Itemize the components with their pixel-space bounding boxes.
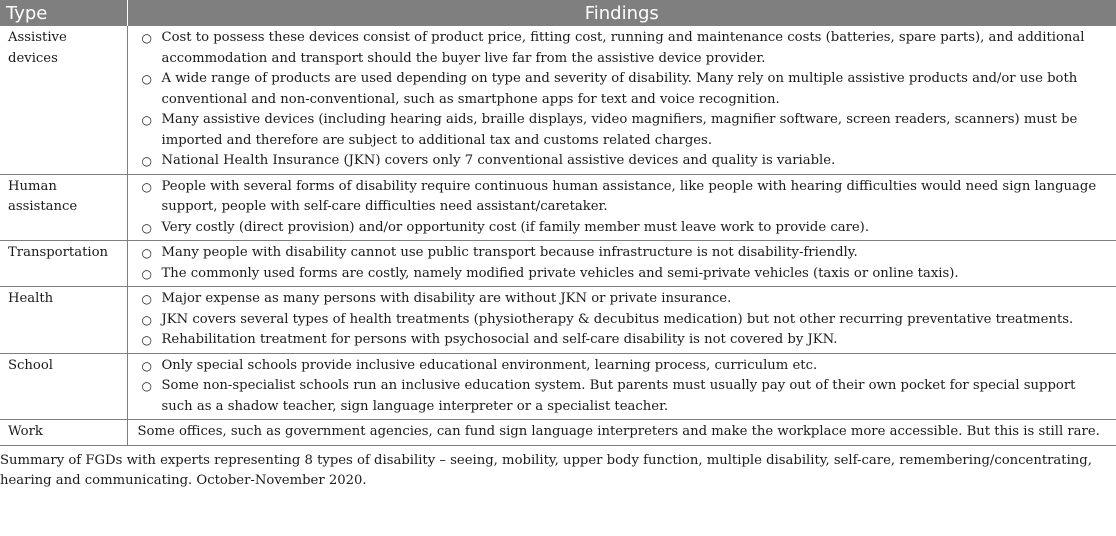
circle-bullet-icon: ○ — [141, 379, 152, 393]
finding-item: ○ The commonly used forms are costly, namely modified private vehicles and semi-private vehicles (taxis or online taxis). — [138, 264, 1111, 285]
row-type: Human assistance — [0, 174, 127, 241]
finding-item: ○ Only special schools provide inclusive educational environment, learning process, curriculum etc. — [138, 356, 1111, 377]
table-row — [0, 241, 1116, 287]
finding-item: ○ People with several forms of disability require continuous human assistance, like people with hearing difficulties would need sign language support, people with self-care difficulties need assistant/caretaker. — [141, 178, 1097, 214]
circle-bullet-icon: ○ — [141, 113, 152, 127]
finding-item: ○ Many assistive devices (including hearing aids, braille displays, video magnifiers, magnifier software, screen readers, scanners) must be imported and therefore are subject to additional tax and customs related charges. — [141, 112, 1078, 148]
circle-bullet-icon: ○ — [141, 72, 152, 86]
row-findings: Some offices, such as government agencies, can fund sign language interpreters and make the workplace more accessible. But this is still rare. — [127, 420, 1116, 446]
circle-bullet-icon: ○ — [141, 179, 152, 194]
row-findings — [127, 353, 1116, 420]
findings-column-header: Findings — [127, 0, 1116, 26]
type-column-header: Type — [0, 0, 127, 26]
circle-bullet-icon: ○ — [141, 358, 152, 373]
table-row — [0, 174, 1116, 241]
finding-item: ○ Some non-specialist schools run an inclusive education system. But parents must usually pay out of their own pocket for special support such as a shadow teacher, sign language interpreter or a specialist teacher. — [141, 378, 1076, 414]
circle-bullet-icon: ○ — [141, 333, 152, 347]
finding-item: ○ JKN covers several types of health treatments (physiotherapy & decubitus medication) but not other recurring preventative treatments. — [138, 310, 1111, 331]
table-row — [0, 420, 1116, 446]
circle-bullet-icon: ○ — [141, 246, 152, 260]
row-type: Transportation — [0, 241, 127, 287]
table-header-row — [0, 0, 1116, 26]
circle-bullet-icon: ○ — [141, 266, 152, 281]
circle-bullet-icon: ○ — [141, 292, 152, 306]
circle-bullet-icon: ○ — [141, 220, 152, 235]
row-type: Work — [0, 420, 127, 446]
table-row — [0, 353, 1116, 420]
row-type: Health — [0, 287, 127, 354]
finding-item: ○ Cost to possess these devices consist of product price, fitting cost, running and maintenance costs (batteries, spare parts), and additional accommodation and transport should the buyer live far from the assistive device provider. — [141, 30, 1085, 66]
table-row — [0, 26, 1116, 174]
finding-item: ○ A wide range of products are used depending on type and severity of disability. Many rely on multiple assistive products and/or use both conventional and non-conventional, such as smartphone apps for text and voice recognition. — [141, 71, 1078, 107]
finding-item: ○ Very costly (direct provision) and/or opportunity cost (if family member must leave work to provide care). — [138, 218, 1111, 239]
row-findings — [127, 287, 1116, 354]
finding-item: ○ Rehabilitation treatment for persons with psychosocial and self-care disability is not covered by JKN. — [138, 330, 1111, 351]
row-type: School — [0, 353, 127, 420]
table-row — [0, 287, 1116, 354]
row-findings — [127, 241, 1116, 287]
table-caption: Summary of FGDs with experts representing 8 types of disability – seeing, mobility, upper body function, multiple disability, self-care, remembering/concentrating, hearing and communicating. October-November 2020. — [0, 452, 1092, 488]
circle-bullet-icon: ○ — [141, 154, 152, 168]
row-findings — [127, 26, 1116, 174]
circle-bullet-icon: ○ — [141, 31, 152, 45]
row-type: Assistive devices — [0, 26, 127, 174]
circle-bullet-icon: ○ — [141, 312, 152, 327]
finding-item: ○ Major expense as many persons with disability are without JKN or private insurance. — [138, 289, 1111, 310]
finding-item: ○ Many people with disability cannot use public transport because infrastructure is not disability-friendly. — [138, 243, 1111, 264]
finding-item: ○ National Health Insurance (JKN) covers only 7 conventional assistive devices and quality is variable. — [138, 151, 1111, 172]
row-findings — [127, 174, 1116, 241]
